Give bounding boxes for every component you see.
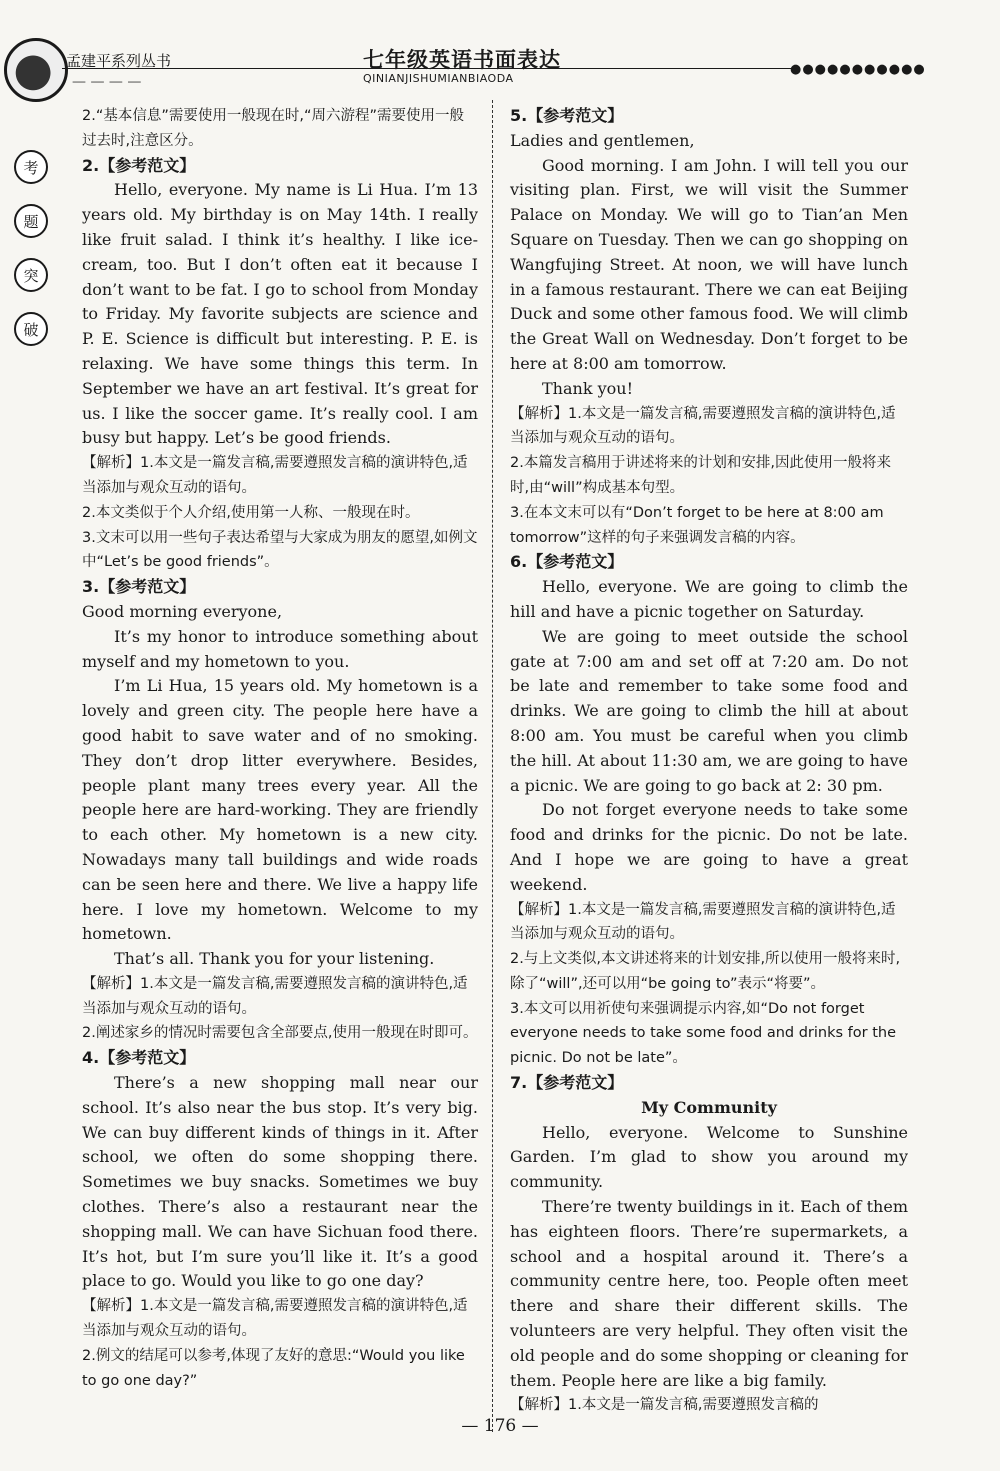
section-label: 7.【参考范文】	[510, 1073, 624, 1093]
section-label: 5.【参考范文】	[510, 106, 624, 125]
section-badges	[10, 150, 54, 366]
analysis-paragraph: 2.本篇发言稿用于讲述将来的计划和安排,因此使用一般将来时,由“will”构成基本句型。	[510, 455, 891, 496]
analysis-paragraph: 2.阐述家乡的情况时需要包含全部要点,使用一般现在时即可。	[82, 1025, 478, 1042]
badge-po: 破	[14, 312, 48, 346]
section-label: 2.【参考范文】	[82, 155, 196, 175]
essay-paragraph: I’m Li Hua, 15 years old. My hometown is a lovely and green city. The people here have a good habit to save water and of no smoking. They don’t drop litter everywhere. Besides, people plant many trees every year. All the people here are hard-working. They are friendly to each other. My hometown is a new city. Nowadays many tall buildings and wide roads can be seen here and there. We live a happy life here. I love my hometown. Welcome to my hometown.	[82, 676, 478, 944]
essay-paragraph: We are going to meet outside the school gate at 7:00 am and set off at 7:20 am. Do not be late and remember to take some food and drinks. We are going to climb the hill at about 8:00 am. You must be careful when you climb the hill. At about 11:30 am, we are going to have a picnic. We are going to go back at 2: 30 pm.	[510, 626, 908, 795]
header-dots: ●●●●●●●●●●●	[790, 62, 926, 77]
analysis-paragraph: 【解析】1.本文是一篇发言稿,需要遵照发言稿的演讲特色,适当添加与观众互动的语句。	[82, 455, 468, 496]
analysis-paragraph: 2.与上文类似,本文讲述将来的计划安排,所以使用一般将来时,除了“will”,还可以用“be going to”表示“将要”。	[510, 951, 901, 992]
analysis-paragraph: 【解析】1.本文是一篇发言稿,需要遵照发言稿的演讲特色,适当添加与观众互动的语句。	[510, 405, 896, 447]
essay-paragraph: Thank you!	[542, 378, 634, 398]
series-name: 孟建平系列丛书	[66, 52, 172, 70]
page-number: — 176 —	[461, 1416, 539, 1436]
badge-kao: 考	[14, 150, 48, 184]
section-label: 6.【参考范文】	[510, 552, 624, 572]
analysis-paragraph: 2.“基本信息”需要使用一般现在时,“周六游程”需要使用一般过去时,注意区分。	[82, 108, 464, 149]
essay-paragraph: Good morning. I am John. I will tell you our visiting plan. First, we will visit the Summer Palace on Monday. We will go to Tian’an Men Square on Tuesday. Then we can go shopping on Wangfujing Street. At noon, we will have lunch in a famous restaurant. There we can eat Beijing Duck and some other famous food. We will climb the Great Wall on Wednesday. Don’t forget to be here at 8:00 am tomorrow.	[510, 155, 908, 373]
header-dashes: — — — —	[72, 74, 142, 90]
analysis-paragraph: 【解析】1.本文是一篇发言稿,需要遵照发言稿的演讲特色,适当添加与观众互动的语句。	[82, 975, 468, 1017]
analysis-paragraph: 2.本文类似于个人介绍,使用第一人称、一般现在时。	[82, 504, 420, 521]
right-column	[510, 104, 908, 1418]
analysis-paragraph: 【解析】1.本文是一篇发言稿,需要遵照发言稿的演讲特色,适当添加与观众互动的语句。	[82, 1298, 468, 1340]
section-label: 3.【参考范文】	[82, 577, 196, 597]
essay-paragraph: Good morning everyone,	[82, 601, 283, 621]
essay-paragraph: Ladies and gentlemen,	[510, 130, 695, 150]
essay-paragraph: There’re twenty buildings in it. Each of them has eighteen floors. There’re supermarkets, a school and a hospital around it. There’s a community centre here, too. People often meet there and share their different skills. The volunteers are very helpful. They often visit the old people and do some shopping or cleaning for them. People here are like a big family.	[510, 1197, 908, 1390]
left-column	[82, 104, 478, 1393]
badge-tu: 突	[14, 258, 48, 292]
book-title: 七年级英语书面表达	[363, 47, 561, 72]
essay-paragraph: Hello, everyone. Welcome to Sunshine Garden. I’m glad to show you around my community.	[510, 1122, 908, 1192]
essay-paragraph: Hello, everyone. We are going to climb the hill and have a picnic together on Saturday.	[510, 577, 908, 621]
series-logo-icon	[4, 38, 68, 102]
analysis-paragraph: 3.本文可以用祈使句来强调提示内容,如“Do not forget everyone needs to take some food and drinks for the picnic. Do not be late”。	[510, 1000, 897, 1067]
essay-paragraph: There’s a new shopping mall near our school. It’s also near the bus stop. It’s very big. We can buy different kinds of things in it. After school, we often do some shopping there. Sometimes we buy snacks. Sometimes we buy clothes. There’s also a restaurant near the shopping mall. We can have Sichuan food there. It’s hot, but I’m sure you’ll like it. It’s a good place to go. Would you like to go one day?	[82, 1073, 478, 1291]
essay-paragraph: That’s all. Thank you for your listening.	[114, 949, 435, 969]
essay-title: My Community	[641, 1097, 777, 1117]
essay-paragraph: Do not forget everyone needs to take some food and drinks for the picnic. Do not be late. And I hope we are going to have a great weekend.	[510, 800, 908, 894]
header-rule	[62, 68, 792, 69]
analysis-paragraph: 3.文末可以用一些句子表达希望与大家成为朋友的愿望,如例文中“Let’s be good friends”。	[82, 529, 478, 571]
book-title-pinyin: QINIANJISHUMIANBIAODA	[363, 72, 514, 85]
page-header	[0, 0, 1000, 96]
analysis-paragraph: 2.例文的结尾可以参考,体现了友好的意思:“Would you like to go one day?”	[82, 1347, 465, 1389]
essay-paragraph: Hello, everyone. My name is Li Hua. I’m 13 years old. My birthday is on May 14th. I really like fruit salad. I think it’s healthy. I like ice-cream, too. But I don’t often eat it because I don’t want to be fat. I go to school from Monday to Friday. My favorite subjects are science and P. E. Science is difficult but interesting. P. E. is relaxing. We have some things this term. In September we have an art festival. It’s great for us. I like the soccer game. It’s really cool. I am busy but happy. Let’s be good friends.	[82, 180, 478, 448]
section-label: 4.【参考范文】	[82, 1048, 196, 1068]
analysis-paragraph: 3.在本文末可以有“Don’t forget to be here at 8:00 am tomorrow”这样的句子来强调发言稿的内容。	[510, 504, 884, 546]
essay-paragraph: It’s my honor to introduce something about myself and my hometown to you.	[82, 626, 478, 671]
analysis-paragraph: 【解析】1.本文是一篇发言稿,需要遵照发言稿的	[510, 1397, 819, 1414]
column-divider	[492, 100, 493, 1432]
analysis-paragraph: 【解析】1.本文是一篇发言稿,需要遵照发言稿的演讲特色,适当添加与观众互动的语句。	[510, 901, 896, 943]
badge-ti: 题	[14, 204, 48, 238]
